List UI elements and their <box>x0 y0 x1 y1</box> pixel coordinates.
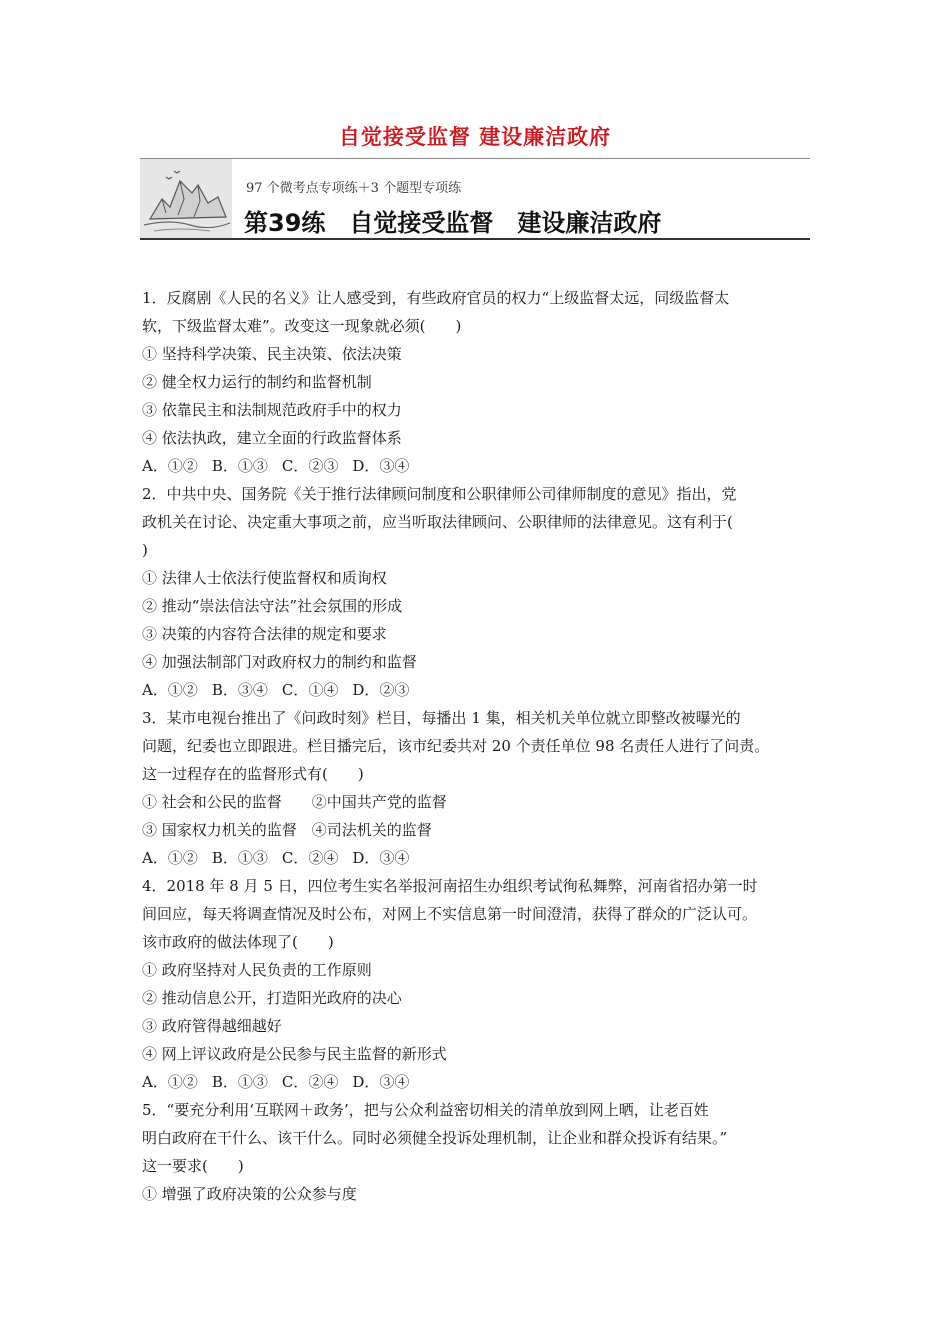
answer-option: D．②③ <box>352 681 410 699</box>
answer-option: C．②④ <box>281 1073 339 1091</box>
answer-option: B．③④ <box>211 681 268 699</box>
question-stem-line: ) <box>142 541 148 559</box>
banner-bottom-rule <box>140 238 810 240</box>
answer-option: C．②③ <box>281 457 339 475</box>
statement-item: ③ 政府管得越细越好 <box>142 1017 282 1035</box>
answer-options <box>142 676 814 704</box>
answer-option: A．①② <box>142 849 198 867</box>
question-stem-line: 这一过程存在的监督形式有( ) <box>142 765 364 783</box>
answer-option: D．③④ <box>352 1073 410 1091</box>
question-stem-line: 政机关在讨论、决定重大事项之前，应当听取法律顾问、公职律师的法律意见。这有利于( <box>142 513 733 531</box>
question-stem-line: 间回应，每天将调查情况及时公布，对网上不实信息第一时间澄清，获得了群众的广泛认可。 <box>142 905 758 923</box>
question-4 <box>142 872 814 1096</box>
statement-item: ② 健全权力运行的制约和监督机制 <box>142 373 372 391</box>
statement-item: ① 增强了政府决策的公众参与度 <box>142 1185 357 1203</box>
question-stem-line: 该市政府的做法体现了( ) <box>142 933 334 951</box>
answer-option: C．②④ <box>281 849 339 867</box>
answer-option: B．①③ <box>211 849 268 867</box>
question-stem-line: 这一要求( ) <box>142 1157 244 1175</box>
question-stem-line: 4．2018 年 8 月 5 日，四位考生实名举报河南招生办组织考试徇私舞弊，河南省招办第一时 <box>142 877 758 895</box>
answer-option: A．①② <box>142 1073 198 1091</box>
question-stem-line: 3．某市电视台推出了《问政时刻》栏目，每播出 1 集，相关机关单位就立即整改被曝光的 <box>142 709 741 727</box>
question-2 <box>142 480 814 704</box>
series-subtitle: 97 个微考点专项练＋3 个题型专项练 <box>246 181 462 196</box>
question-stem-line: 2．中共中央、国务院《关于推行法律顾问制度和公职律师公司律师制度的意见》指出，党 <box>142 485 737 503</box>
statement-item: ① 法律人士依法行使监督权和质询权 <box>142 569 387 587</box>
question-3 <box>142 704 814 872</box>
answer-option: C．①④ <box>281 681 339 699</box>
answer-option: B．①③ <box>211 1073 268 1091</box>
statement-item: ① 坚持科学决策、民主决策、依法决策 <box>142 345 402 363</box>
statement-item: ④ 网上评议政府是公民参与民主监督的新形式 <box>142 1045 447 1063</box>
answer-option: A．①② <box>142 681 198 699</box>
statement-item: ③ 国家权力机关的监督 ④司法机关的监督 <box>142 821 432 839</box>
question-stem-line: 明白政府在干什么、该干什么。同时必须健全投诉处理机制，让企业和群众投诉有结果。” <box>142 1129 728 1147</box>
statement-item: ① 社会和公民的监督 ②中国共产党的监督 <box>142 793 447 811</box>
question-5 <box>142 1096 814 1208</box>
statement-item: ③ 依靠民主和法制规范政府手中的权力 <box>142 401 402 419</box>
answer-options <box>142 844 814 872</box>
question-stem-line: 软，下级监督太难”。改变这一现象就必须( ) <box>142 317 462 335</box>
statement-item: ④ 依法执政，建立全面的行政监督体系 <box>142 429 402 447</box>
lesson-title: 自觉接受监督 建设廉洁政府 <box>349 209 662 237</box>
question-stem-line: 1．反腐剧《人民的名义》让人感受到，有些政府官员的权力“上级监督太远，同级监督太 <box>142 289 730 307</box>
statement-item: ② 推动信息公开，打造阳光政府的决心 <box>142 989 402 1007</box>
answer-option: A．①② <box>142 457 198 475</box>
question-list <box>142 284 814 1208</box>
lesson-banner <box>140 158 810 240</box>
lesson-heading <box>244 203 661 238</box>
question-stem-line: 5．“要充分利用‘互联网＋政务’，把与公众利益密切相关的清单放到网上晒，让老百姓 <box>142 1101 709 1119</box>
statement-item: ① 政府坚持对人民负责的工作原则 <box>142 961 372 979</box>
answer-options <box>142 1068 814 1096</box>
document-title: 自觉接受监督 建设廉洁政府 <box>338 125 612 149</box>
statement-item: ④ 加强法制部门对政府权力的制约和监督 <box>142 653 417 671</box>
statement-item: ③ 决策的内容符合法律的规定和要求 <box>142 625 387 643</box>
answer-option: D．③④ <box>352 849 410 867</box>
lesson-number: 第39练 <box>244 209 326 237</box>
mountain-landscape-icon <box>140 159 232 238</box>
question-1 <box>142 284 814 480</box>
answer-options <box>142 452 814 480</box>
answer-option: B．①③ <box>211 457 268 475</box>
banner-top-rule <box>140 158 810 159</box>
statement-item: ② 推动“崇法信法守法”社会氛围的形成 <box>142 597 403 615</box>
answer-option: D．③④ <box>352 457 410 475</box>
question-stem-line: 问题，纪委也立即跟进。栏目播完后，该市纪委共对 20 个责任单位 98 名责任人进行了问责。 <box>142 737 770 755</box>
